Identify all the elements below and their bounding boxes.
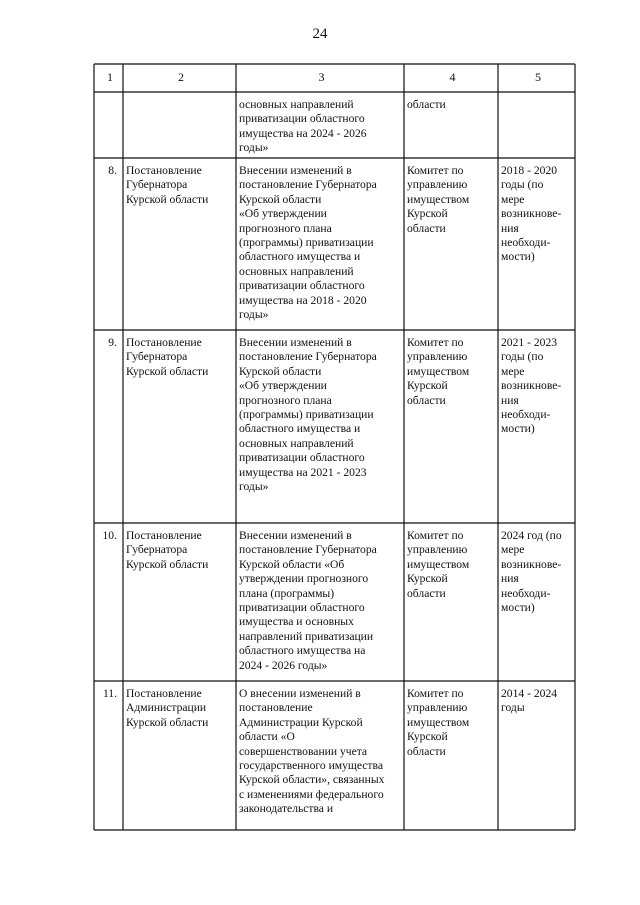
cell-line: годы bbox=[501, 701, 525, 715]
cell-line: Курской области bbox=[239, 192, 322, 206]
cell-line: Курской bbox=[407, 207, 448, 221]
cell-line: Курской области bbox=[126, 364, 209, 378]
document-type-cell bbox=[123, 529, 236, 680]
content-cell bbox=[236, 687, 404, 829]
cell-line: имущества на 2021 - 2023 bbox=[239, 465, 367, 479]
cell-line: областного имущества и bbox=[239, 422, 361, 436]
cell-line: 2018 - 2020 bbox=[501, 164, 558, 177]
cell-line: Курской bbox=[407, 572, 448, 586]
cell-line: ния bbox=[501, 572, 519, 586]
cell-line: Курской области «Об bbox=[239, 557, 345, 571]
cell-line: Администрации bbox=[126, 701, 207, 715]
cell-line: ния bbox=[501, 221, 519, 235]
cell-line: О внесении изменений в bbox=[239, 687, 361, 700]
cell-line: Курской области bbox=[126, 192, 209, 206]
cell-line: ния bbox=[501, 393, 519, 407]
cell-line: Курской области bbox=[239, 364, 322, 378]
executor-cell bbox=[404, 336, 498, 522]
cell-line: Внесении изменений в bbox=[239, 529, 352, 542]
cell-line: мере bbox=[501, 543, 525, 557]
cell-line: 2021 - 2023 bbox=[501, 336, 558, 349]
cell-line: Губернатора bbox=[126, 178, 188, 192]
cell-line: Губернатора bbox=[126, 543, 188, 557]
cell-line: 2024 - 2026 годы» bbox=[239, 658, 328, 672]
cell-line: (программы) приватизации bbox=[239, 408, 374, 422]
cell-line: постановление bbox=[239, 701, 313, 715]
cell-line: годы (по bbox=[501, 178, 544, 192]
cell-line: годы» bbox=[239, 480, 269, 494]
cell-line: необходи- bbox=[501, 408, 551, 422]
cell-line: областного имущества на bbox=[239, 644, 366, 658]
cell-line: законодательства и bbox=[239, 802, 334, 816]
executor-cell bbox=[404, 687, 498, 829]
cell-line: Внесении изменений в bbox=[239, 336, 352, 349]
content-cell bbox=[236, 164, 404, 329]
document-type-cell bbox=[123, 98, 236, 157]
cell-line: возникнове- bbox=[501, 557, 562, 571]
cell-line: Комитет по bbox=[407, 529, 464, 542]
cell-line: области bbox=[407, 221, 446, 235]
cell-line: (программы) приватизации bbox=[239, 236, 374, 250]
cell-line: имущества и основных bbox=[239, 615, 354, 629]
cell-line: постановление Губернатора bbox=[239, 178, 377, 192]
row-number: 9. bbox=[108, 336, 117, 349]
cell-line: плана (программы) bbox=[239, 586, 335, 600]
cell-line: прогнозного плана bbox=[239, 221, 332, 235]
cell-line: возникнове- bbox=[501, 379, 562, 393]
cell-line: имуществом bbox=[407, 364, 470, 378]
cell-line: государственного имущества bbox=[239, 759, 383, 773]
cell-line: постановление Губернатора bbox=[239, 543, 377, 557]
cell-line: приватизации областного bbox=[239, 451, 365, 465]
cell-line: приватизации областного bbox=[239, 601, 365, 615]
row-number: 10. bbox=[102, 529, 117, 542]
cell-line: необходи- bbox=[501, 236, 551, 250]
cell-line: области bbox=[407, 393, 446, 407]
cell-line: мости) bbox=[501, 601, 535, 615]
header-cell-2: 2 bbox=[178, 70, 184, 84]
header-cell-3: 3 bbox=[318, 70, 325, 84]
term-cell bbox=[498, 336, 575, 522]
cell-line: Постановление bbox=[126, 336, 202, 349]
cell-line: Курской области bbox=[126, 715, 209, 729]
cell-line: с изменениями федерального bbox=[239, 787, 384, 801]
content-cell bbox=[236, 529, 404, 680]
cell-line: Комитет по bbox=[407, 336, 464, 349]
cell-line: областного имущества и bbox=[239, 250, 361, 264]
cell-line: управлению bbox=[407, 543, 468, 557]
cell-line: направлений приватизации bbox=[239, 629, 374, 643]
cell-line: имуществом bbox=[407, 192, 470, 206]
cell-line: Курской области bbox=[126, 557, 209, 571]
cell-line: приватизации областного bbox=[239, 112, 365, 126]
content-cell bbox=[236, 98, 404, 157]
cell-line: Постановление bbox=[126, 687, 202, 700]
cell-line: Губернатора bbox=[126, 350, 188, 364]
cell-line: области «О bbox=[239, 730, 295, 744]
document-type-cell bbox=[123, 336, 236, 522]
header-cell-1: 1 bbox=[107, 70, 113, 84]
cell-line: прогнозного плана bbox=[239, 393, 332, 407]
cell-line: годы (по bbox=[501, 350, 544, 364]
term-cell bbox=[498, 687, 575, 829]
cell-line: мости) bbox=[501, 422, 535, 436]
cell-line: имуществом bbox=[407, 557, 470, 571]
header-cell-4: 4 bbox=[449, 70, 456, 84]
row-number bbox=[94, 98, 123, 157]
cell-line: Курской bbox=[407, 379, 448, 393]
cell-line: «Об утверждении bbox=[239, 207, 327, 221]
cell-line: годы» bbox=[239, 308, 269, 322]
cell-line: Администрации Курской bbox=[239, 715, 363, 729]
cell-line: Постановление bbox=[126, 164, 202, 177]
cell-line: необходи- bbox=[501, 586, 551, 600]
document-type-cell bbox=[123, 164, 236, 329]
executor-cell bbox=[404, 98, 498, 157]
cell-line: постановление Губернатора bbox=[239, 350, 377, 364]
cell-line: управлению bbox=[407, 178, 468, 192]
document-type-cell bbox=[123, 687, 236, 829]
cell-line: основных направлений bbox=[239, 264, 354, 278]
cell-line: Комитет по bbox=[407, 164, 464, 177]
cell-line: мости) bbox=[501, 250, 535, 264]
cell-line: области bbox=[407, 744, 446, 758]
executor-cell bbox=[404, 529, 498, 680]
cell-line: основных направлений bbox=[239, 98, 354, 111]
executor-cell bbox=[404, 164, 498, 329]
cell-line: Постановление bbox=[126, 529, 202, 542]
cell-line: управлению bbox=[407, 701, 468, 715]
cell-line: Курской bbox=[407, 730, 448, 744]
content-cell bbox=[236, 336, 404, 522]
cell-line: 2014 - 2024 bbox=[501, 687, 558, 700]
cell-line: возникнове- bbox=[501, 207, 562, 221]
cell-line: «Об утверждении bbox=[239, 379, 327, 393]
cell-line: основных направлений bbox=[239, 436, 354, 450]
cell-line: Комитет по bbox=[407, 687, 464, 700]
term-cell bbox=[498, 529, 575, 680]
cell-line: годы» bbox=[239, 141, 269, 155]
cell-line: Курской области», связанных bbox=[239, 773, 385, 787]
cell-line: Внесении изменений в bbox=[239, 164, 352, 177]
page-number: 24 bbox=[312, 26, 328, 42]
cell-line: мере bbox=[501, 192, 525, 206]
row-number: 8. bbox=[108, 164, 117, 177]
cell-line: управлению bbox=[407, 350, 468, 364]
row-number: 11. bbox=[102, 687, 117, 700]
cell-line: имущества на 2024 - 2026 bbox=[239, 126, 367, 140]
header-cell-5: 5 bbox=[535, 70, 541, 84]
cell-line: имущества на 2018 - 2020 bbox=[239, 293, 367, 307]
cell-line: области bbox=[407, 586, 446, 600]
cell-line: области bbox=[407, 98, 446, 111]
cell-line: утверждении прогнозного bbox=[239, 572, 369, 586]
cell-line: совершенствовании учета bbox=[239, 744, 368, 758]
cell-line: имуществом bbox=[407, 715, 470, 729]
cell-line: мере bbox=[501, 364, 525, 378]
cell-line: приватизации областного bbox=[239, 279, 365, 293]
term-cell bbox=[498, 98, 575, 157]
cell-line: 2024 год (по bbox=[501, 529, 562, 542]
term-cell bbox=[498, 164, 575, 329]
